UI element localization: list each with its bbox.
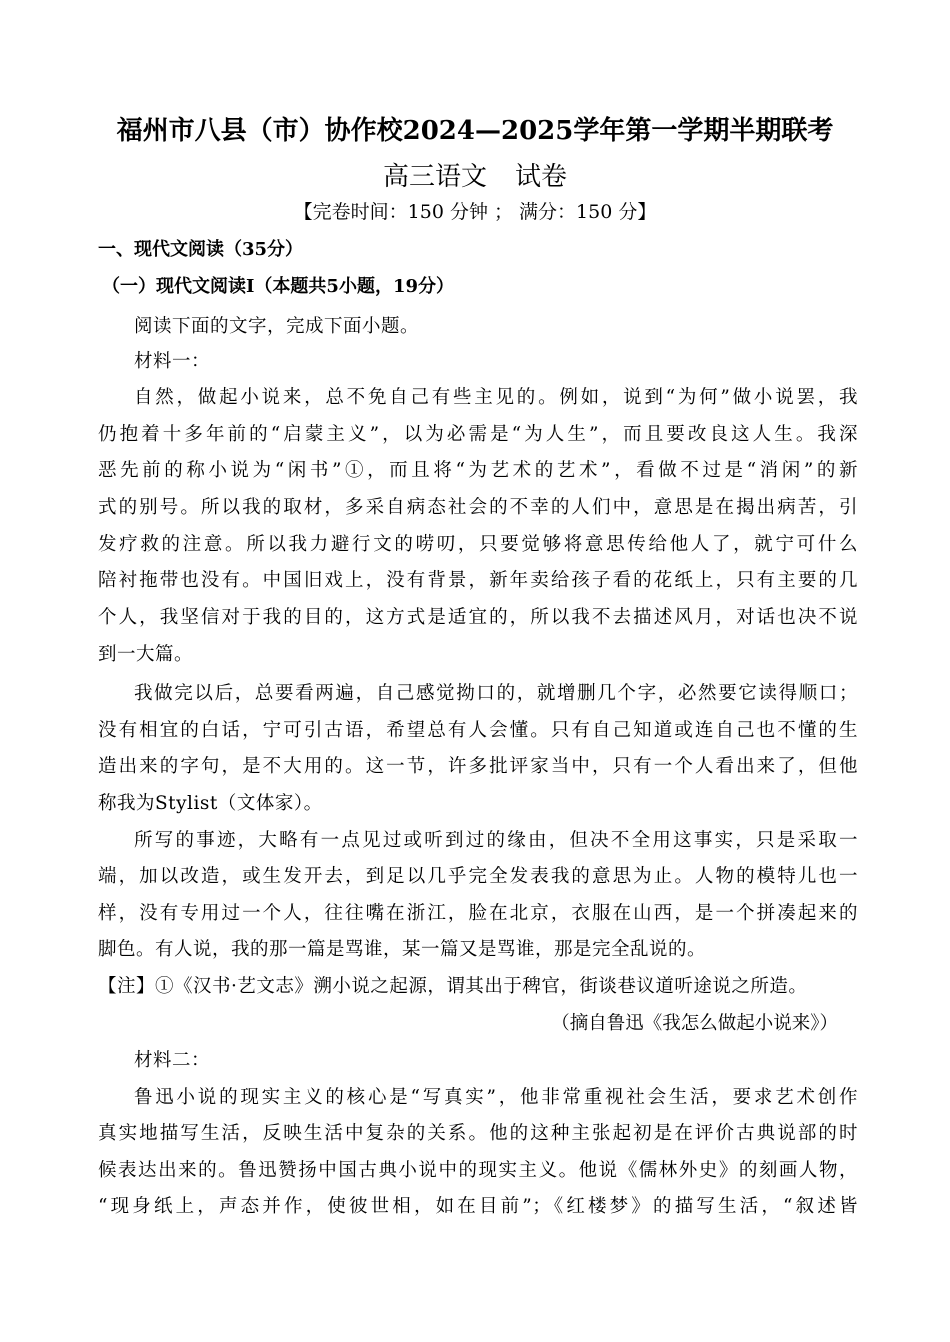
- material1-line: 脚色。有人说，我的那一篇是骂谁，某一篇又是骂谁，那是完全乱说的。: [98, 939, 707, 960]
- material1-line: 到一大篇。: [98, 644, 194, 665]
- exam-meta: 【完卷时间：150 分钟 ； 满分：150 分】: [293, 201, 657, 223]
- material1-line: 自然，做起小说来，总不免自己有些主见的。例如，说到“为何”做小说罢，我: [134, 387, 858, 408]
- material2-line: 鲁迅小说的现实主义的核心是“写真实”，他非常重视社会生活，要求艺术创作: [134, 1087, 858, 1108]
- material1-line: 仍抱着十多年前的“启蒙主义”，以为必需是“为人生”，而且要改良这人生。我深: [98, 424, 858, 445]
- material1-line: 端，加以改造，或生发开去，到足以几乎完全发表我的意思为止。人物的模特儿也一: [98, 866, 858, 887]
- footnote: 【注】①《汉书·艺文志》溯小说之起源，谓其出于稗官，街谈巷议道听途说之所造。: [98, 976, 808, 997]
- material1-line: 样，没有专用过一个人，往往嘴在浙江，脸在北京，衣服在山西，是一个拼凑起来的: [98, 903, 858, 924]
- material2-line: “现身纸上，声态并作，使彼世相，如在目前”；《红楼梦》的描写生活，“叙述皆: [98, 1196, 858, 1217]
- material1-line: 没有相宜的白话，宁可引古语，希望总有人会懂。只有自己知道或连自己也不懂的生: [98, 720, 858, 741]
- material1-line: 我做完以后，总要看两遍，自己感觉拗口的，就增删几个字，必然要它读得顺口；: [134, 683, 858, 704]
- material2-label: 材料二：: [134, 1050, 211, 1071]
- material1-line: 发疗救的注意。所以我力避行文的唠叨，只要觉够将意思传给他人了，就宁可什么: [98, 534, 858, 555]
- source-citation: （摘自鲁迅《我怎么做起小说来》）: [551, 1013, 838, 1034]
- material1-line: 称我为Stylist（文体家）。: [98, 793, 323, 814]
- material2-line: 候表达出来的。鲁迅赞扬中国古典小说中的现实主义。他说《儒林外史》的刻画人物，: [98, 1160, 858, 1181]
- material2-line: 真实地描写生活，反映生活中复杂的关系。他的这种主张起初是在评价古典说部的时: [98, 1123, 858, 1144]
- instruction-text: 阅读下面的文字，完成下面小题。: [134, 316, 420, 337]
- exam-subtitle: [0, 156, 950, 193]
- subject-label: 高三语文: [382, 162, 487, 192]
- section-heading: 一、现代文阅读（35分）: [98, 239, 304, 260]
- material1-line: 式的别号。所以我的取材，多采自病态社会的不幸的人们中，意思是在揭出病苦，引: [98, 497, 858, 518]
- material1-line: 陪衬拖带也没有。中国旧戏上，没有背景，新年卖给孩子看的花纸上，只有主要的几: [98, 570, 858, 591]
- material1-label: 材料一：: [134, 351, 211, 372]
- material1-line: 个人，我坚信对于我的目的，这方式是适宜的，所以我不去描述风月，对话也决不说: [98, 607, 858, 628]
- material1-line: 所写的事迹，大略有一点见过或听到过的缘由，但决不全用这事实，只是采取一: [134, 830, 858, 851]
- subsection-heading: （一）现代文阅读Ⅰ（本题共5小题，19分）: [102, 276, 454, 297]
- material1-line: 造出来的字句，是不大用的。这一节，许多批评家当中，只有一个人看出来了，但他: [98, 756, 858, 777]
- paper-label: 试卷: [515, 162, 568, 192]
- material1-line: 恶先前的称小说为“闲书”①，而且将“为艺术的艺术”，看做不过是“消闲”的新: [98, 460, 858, 481]
- exam-title: 福州市八县（市）协作校2024—2025学年第一学期半期联考: [116, 116, 834, 146]
